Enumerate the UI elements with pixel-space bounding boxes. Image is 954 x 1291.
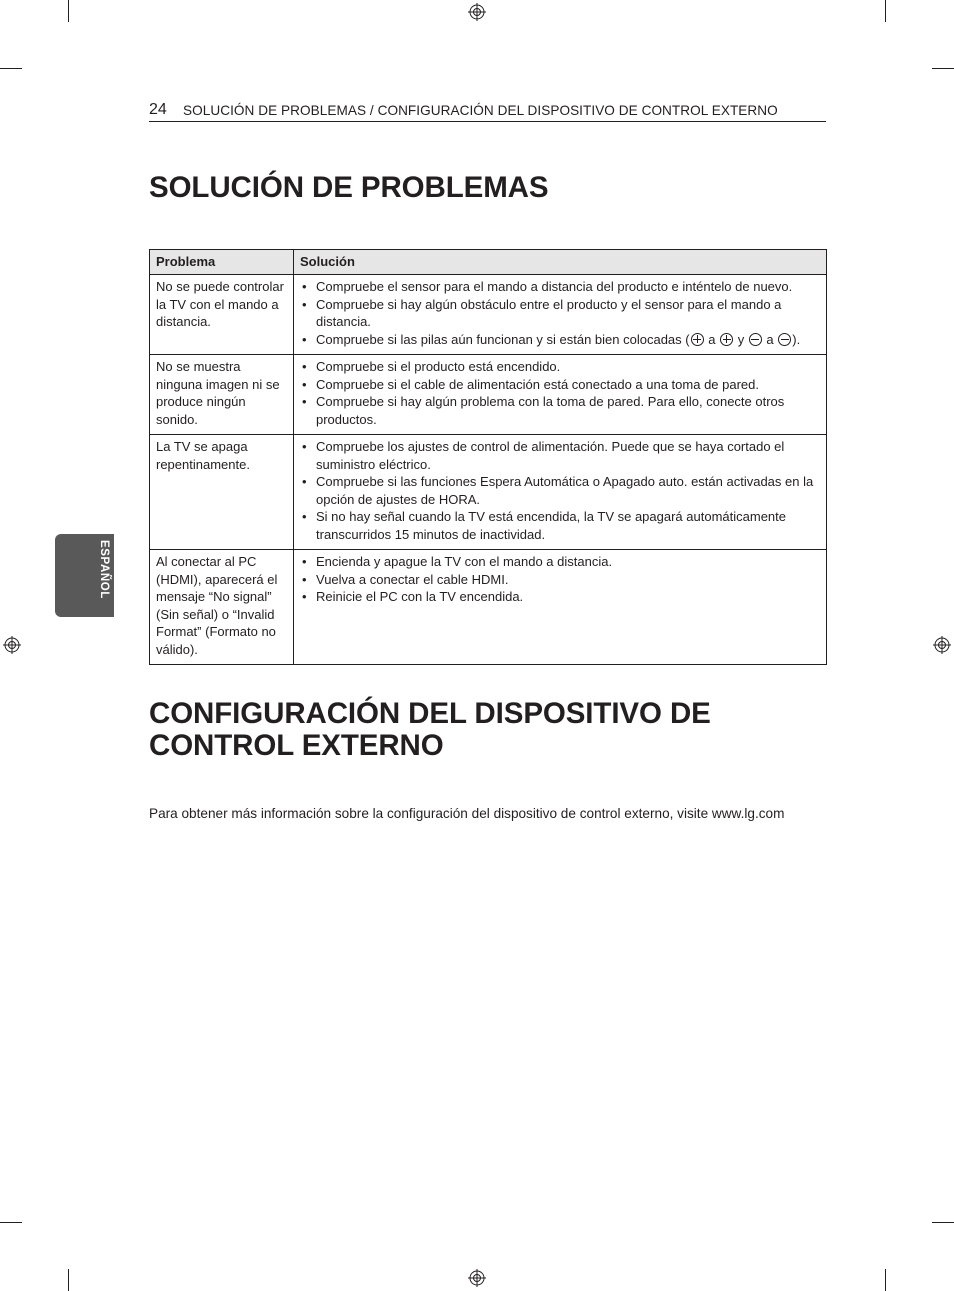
crop-mark (932, 1222, 954, 1223)
table-row (150, 435, 827, 550)
solution-item: • Compruebe si hay algún obstáculo entre el producto y el sensor para el mando a distancia. (300, 296, 820, 331)
registration-mark-icon (468, 1269, 486, 1287)
solution-cell (294, 435, 827, 550)
problem-cell: La TV se apaga repentinamente. (150, 435, 294, 550)
section-title: CONFIGURACIÓN DEL DISPOSITIVO DE CONTROL EXTERNO (149, 697, 711, 762)
running-head: SOLUCIÓN DE PROBLEMAS / CONFIGURACIÓN DEL DISPOSITIVO DE CONTROL EXTERNO (183, 103, 778, 118)
page-header (149, 100, 826, 122)
connector-text: a (704, 331, 720, 347)
crop-mark (68, 1269, 69, 1291)
body-paragraph: Para obtener más información sobre la configuración del dispositivo de control externo, visite www.lg.com (149, 806, 785, 821)
solution-item: • Compruebe si las funciones Espera Automática o Apagado auto. están activadas en la opción de ajustes de HORA. (300, 473, 820, 508)
crop-mark (885, 1269, 886, 1291)
registration-mark-icon (3, 636, 21, 654)
solution-item: • Si no hay señal cuando la TV está encendida, la TV se apagará automáticamente transcurridos 15 minutos de inactividad. (300, 508, 820, 543)
battery-minus-icon (749, 333, 762, 346)
solution-list (300, 278, 820, 348)
language-tab-label: ESPAÑOL (98, 540, 110, 599)
crop-mark (0, 68, 22, 69)
solution-item: • Compruebe si el producto está encendido. (300, 358, 820, 376)
solution-item: • Compruebe si hay algún problema con la toma de pared. Para ello, conecte otros productos. (300, 393, 820, 428)
solution-list (300, 358, 820, 428)
solution-item: • Encienda y apague la TV con el mando a distancia. (300, 553, 820, 571)
registration-mark-icon (933, 636, 951, 654)
table-row (150, 275, 827, 355)
solution-list (300, 438, 820, 543)
table-row (150, 355, 827, 435)
solution-cell (294, 550, 827, 665)
solution-item: • Compruebe los ajustes de control de alimentación. Puede que se haya cortado el suministro eléctrico. (300, 438, 820, 473)
page-number: 24 (149, 101, 167, 118)
problem-cell: Al conectar al PC (HDMI), aparecerá el mensaje “No signal” (Sin señal) o “Invalid Format” (Formato no válido). (150, 550, 294, 665)
battery-plus-icon (720, 333, 733, 346)
battery-minus-icon (778, 333, 791, 346)
battery-plus-icon (691, 333, 704, 346)
registration-mark-icon (468, 3, 486, 21)
troubleshooting-table (149, 249, 827, 665)
crop-mark (68, 0, 69, 22)
solution-item: • Compruebe si el cable de alimentación está conectado a una toma de pared. (300, 376, 820, 394)
table-row (150, 550, 827, 665)
section-title: SOLUCIÓN DE PROBLEMAS (149, 171, 549, 204)
connector-text: ). (792, 331, 801, 347)
solution-item (300, 331, 820, 349)
solution-cell (294, 355, 827, 435)
solution-item: • Vuelva a conectar el cable HDMI. (300, 571, 820, 589)
column-header-problem: Problema (150, 250, 294, 275)
solution-list (300, 553, 820, 606)
crop-mark (885, 0, 886, 22)
crop-mark (0, 1222, 22, 1223)
problem-cell: No se puede controlar la TV con el mando a distancia. (150, 275, 294, 355)
crop-mark (932, 68, 954, 69)
solution-item: • Compruebe el sensor para el mando a distancia del producto e inténtelo de nuevo. (300, 278, 820, 296)
connector-text: y (734, 331, 748, 347)
table-header-row (150, 250, 827, 275)
column-header-solution: Solución (294, 250, 827, 275)
solution-text: Compruebe si las pilas aún funcionan y si están bien colocadas ( (316, 331, 690, 347)
solution-item: • Reinicie el PC con la TV encendida. (300, 588, 820, 606)
connector-text: a (762, 331, 778, 347)
problem-cell: No se muestra ninguna imagen ni se produce ningún sonido. (150, 355, 294, 435)
solution-cell (294, 275, 827, 355)
